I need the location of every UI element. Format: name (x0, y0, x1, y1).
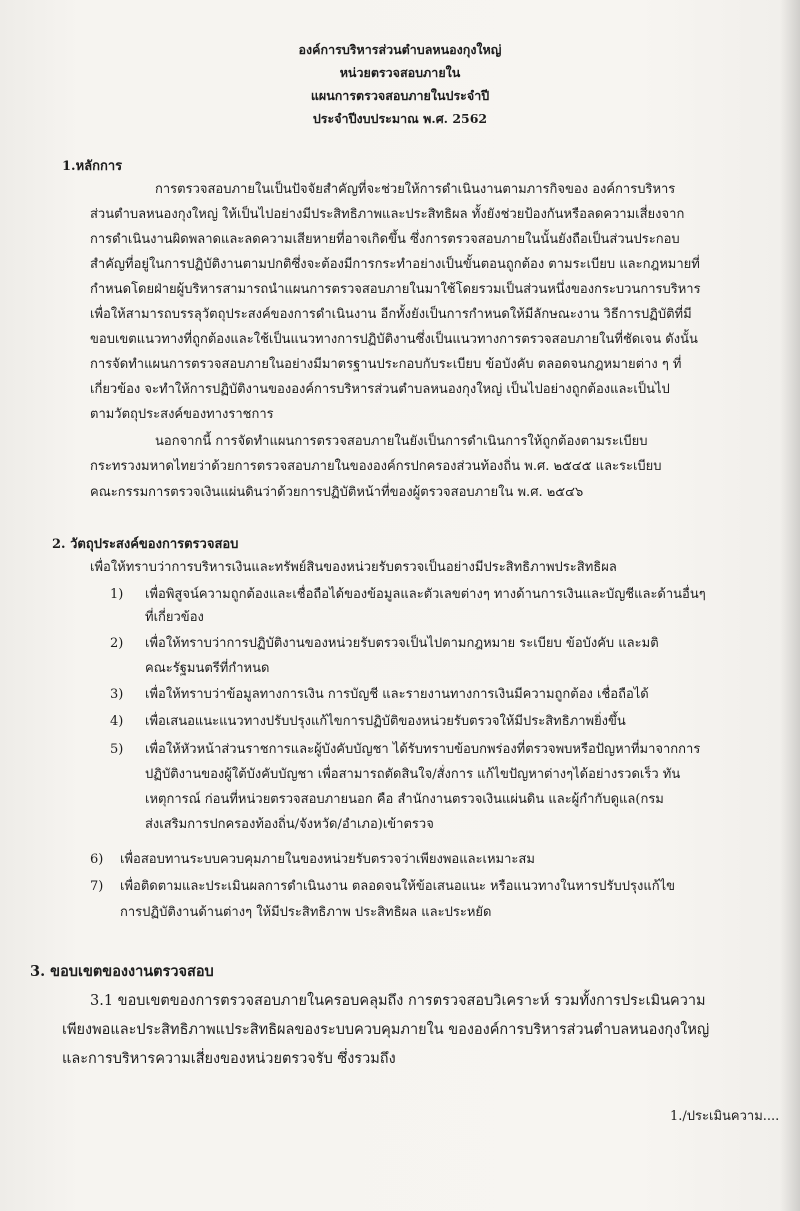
list-item: เพื่อให้หัวหน้าส่วนราชการและผู้บังคับบัญชา ได้รับทราบข้อบกพร่องที่ตรวจพบหรือปัญหาที่มาจากการ (145, 742, 701, 757)
section1-line: ส่วนตำบลหนองกุงใหญ่ ให้เป็นไปอย่างมีประสิทธิภาพและประสิทธิผล ทั้งยังช่วยป้องกันหรือลดความเสี่ยงจาก (90, 207, 685, 222)
list-item: เหตุการณ์ ก่อนที่หน่วยตรวจสอบภายนอก คือ สำนักงานตรวจเงินแผ่นดิน และผู้กำกับดูแล(กรม (145, 792, 664, 807)
section1-line: นอกจากนี้ การจัดทำแผนการตรวจสอบภายในยังเป็นการดำเนินการให้ถูกต้องตามระเบียบ (155, 434, 648, 449)
section1-line: กระทรวงมหาดไทยว่าด้วยการตรวจสอบภายในขององค์กรปกครองส่วนท้องถิ่น พ.ศ. ๒๕๔๕ และระเบียบ (90, 459, 662, 474)
section1-line: เพื่อให้สามารถบรรลุวัตถุประสงค์ของการดำเนินงาน อีกทั้งยังเป็นการกำหนดให้มีลักษณะงาน วิธีการปฏิบัติที่มี (90, 307, 692, 322)
section1-line: การดำเนินงานผิดพลาดและลดความเสียหายที่อาจเกิดขึ้น ซึ่งการตรวจสอบภายในนั้นยังถือเป็นส่วนประกอบ (90, 232, 680, 247)
section1-line: คณะกรรมการตรวจเงินแผ่นดินว่าด้วยการปฏิบัติหน้าที่ของผู้ตรวจสอบภายใน พ.ศ. ๒๕๔๖ (90, 485, 584, 500)
document-header (0, 38, 800, 130)
list-number: 6) (90, 852, 104, 867)
section2-heading: 2. วัตถุประสงค์ของการตรวจสอบ (52, 537, 239, 552)
list-item: เพื่อพิสูจน์ความถูกต้องและเชื่อถือได้ของข้อมูลและตัวเลขต่างๆ ทางด้านการเงินและบัญชีและด้านอื่นๆ (145, 587, 706, 602)
list-item: เพื่อสอบทานระบบควบคุมภายในของหน่วยรับตรวจว่าเพียงพอและเหมาะสม (120, 852, 535, 867)
section1-line: สำคัญที่อยู่ในการปฏิบัติงานตามปกติซึ่งจะต้องมีการกระทำอย่างเป็นขั้นตอนถูกต้อง ตามระเบียบ และกฎหมายที่ (90, 257, 700, 272)
unit-name: หน่วยตรวจสอบภายใน (339, 65, 461, 80)
list-number: 5) (110, 742, 124, 757)
list-item: เพื่อติดตามและประเมินผลการดำเนินงาน ตลอดจนให้ข้อเสนอแนะ หรือแนวทางในหารปรับปรุงแก้ไข (120, 879, 676, 894)
section1-line: กำหนดโดยฝ่ายผู้บริหารสามารถนำแผนการตรวจสอบภายในมาใช้โดยรวมเป็นส่วนหนึ่งของกระบวนการบริหาร (90, 282, 701, 297)
section2-intro: เพื่อให้ทราบว่าการบริหารเงินและทรัพย์สินของหน่วยรับตรวจเป็นอย่างมีประสิทธิภาพประสิทธิผล (90, 560, 617, 575)
section1-line: เกี่ยวข้อง จะทำให้การปฏิบัติงานขององค์การบริหารส่วนตำบลหนองกุงใหญ่ เป็นไปอย่างถูกต้องและเป็นไป (90, 382, 670, 397)
list-number: 1) (110, 587, 124, 602)
list-number: 7) (90, 879, 104, 894)
list-item: คณะรัฐมนตรีที่กำหนด (145, 661, 270, 676)
list-number: 3) (110, 687, 124, 702)
list-item: ปฏิบัติงานของผู้ใต้บังคับบัญชา เพื่อสามารถตัดสินใจ/สั่งการ แก้ไขปัญหาต่างๆได้อย่างรวดเร็ว ทัน (145, 767, 681, 782)
list-item: เพื่อเสนอแนะแนวทางปรับปรุงแก้ไขการปฏิบัติของหน่วยรับตรวจให้มีประสิทธิภาพยิ่งขึ้น (145, 714, 626, 729)
section3-heading: 3. ขอบเขตของงานตรวจสอบ (30, 963, 214, 980)
fiscal-year: ประจำปีงบประมาณ พ.ศ. 2562 (312, 111, 488, 126)
list-item: เพื่อให้ทราบว่าการปฏิบัติงานของหน่วยรับตรวจเป็นไปตามกฎหมาย ระเบียบ ข้อบังคับ และมติ (145, 636, 659, 651)
list-item: เพื่อให้ทราบว่าข้อมูลทางการเงิน การบัญชี และรายงานทางการเงินมีความถูกต้อง เชื่อถือได้ (145, 687, 649, 702)
org-name: องค์การบริหารส่วนตำบลหนองกุงใหญ่ (298, 42, 502, 57)
section1-line: การจัดทำแผนการตรวจสอบภายในอย่างมีมาตรฐานประกอบกับระเบียบ ข้อบังคับ ตลอดจนกฎหมายต่าง ๆ ที่ (90, 357, 682, 372)
section1-line: ตามวัตถุประสงค์ของทางราชการ (90, 407, 274, 422)
section1-line: การตรวจสอบภายในเป็นปัจจัยสำคัญที่จะช่วยให้การดำเนินงานตามภารกิจของ องค์การบริหาร (155, 182, 676, 197)
section1-line: ขอบเขตแนวทางที่ถูกต้องและใช้เป็นแนวทางการปฏิบัติงานซึ่งเป็นแนวทางการตรวจสอบภายในที่ชัดเจน ดังนั้น (90, 332, 698, 347)
continuation-note: 1./ประเมินความ.... (670, 1109, 780, 1124)
section3-line: เพียงพอและประสิทธิภาพแประสิทธิผลของระบบควบคุมภายใน ขององค์การบริหารส่วนตำบลหนองกุงใหญ่ (62, 1022, 710, 1038)
section1-heading: 1.หลักการ (62, 159, 123, 174)
list-number: 4) (110, 714, 124, 729)
list-item: ส่งเสริมการปกครองท้องถิ่น/จังหวัด/อำเภอ)เข้าตรวจ (145, 817, 434, 832)
plan-title: แผนการตรวจสอบภายในประจำปี (310, 88, 490, 103)
section3-line: 3.1 ขอบเขตของการตรวจสอบภายในครอบคลุมถึง การตรวจสอบวิเคราะห์ รวมทั้งการประเมินความ (90, 993, 706, 1009)
section3-line: และการบริหารความเสี่ยงของหน่วยตรวจรับ ซึ่งรวมถึง (62, 1051, 396, 1067)
list-item: ที่เกี่ยวข้อง (145, 610, 204, 625)
list-item: การปฏิบัติงานด้านต่างๆ ให้มีประสิทธิภาพ ประสิทธิผล และประหยัด (120, 905, 492, 920)
list-number: 2) (110, 636, 124, 651)
